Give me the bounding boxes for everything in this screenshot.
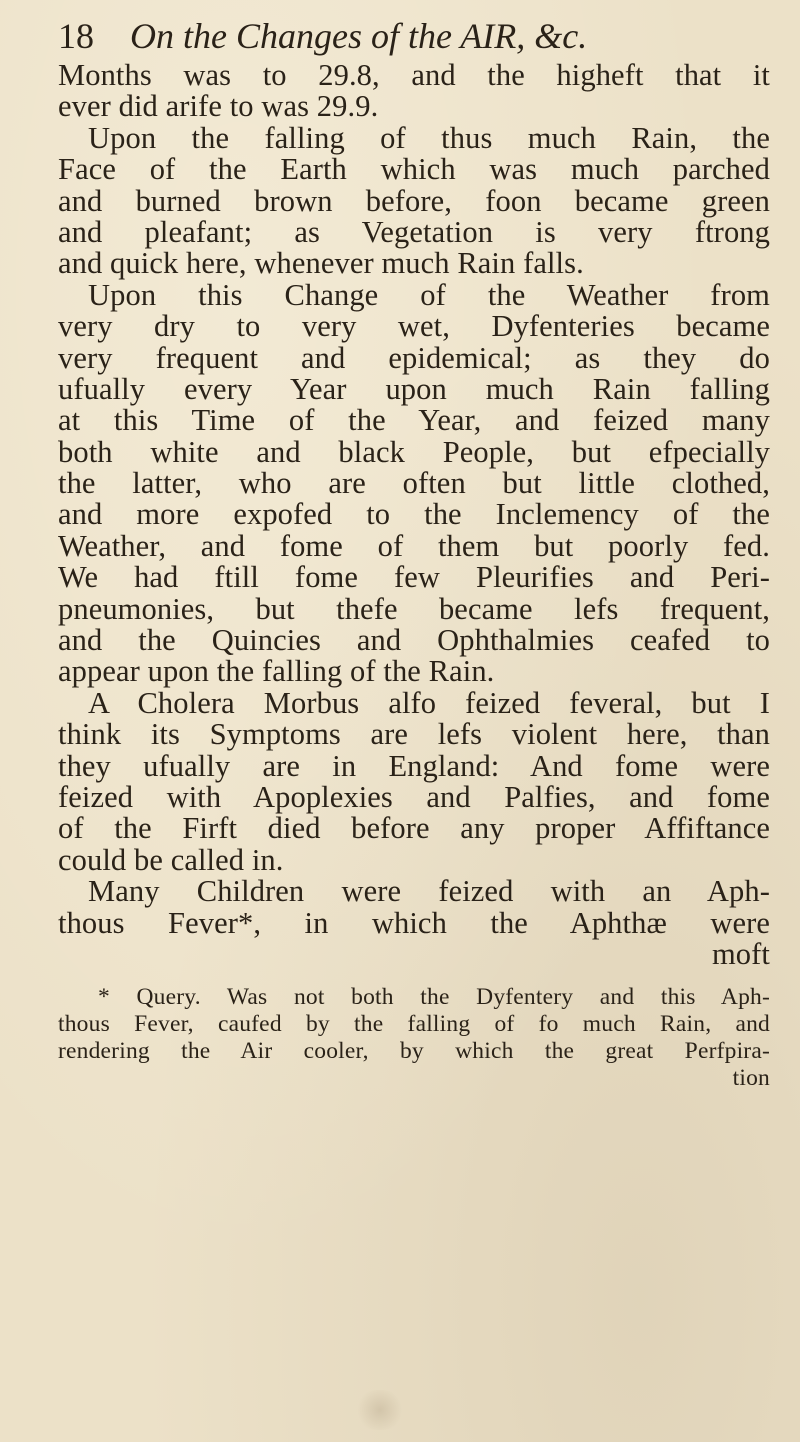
text-line: and quick here, whenever much Rain falls. xyxy=(58,246,584,281)
text-line: Upon the falling of thus much Rain, the xyxy=(88,120,770,155)
text-line: Many Children were feized with an Aph- xyxy=(88,874,770,909)
text-line: both white and black People, but efpecially xyxy=(58,434,770,469)
text-line: appear upon the falling of the Rain. xyxy=(58,654,495,689)
text-line: the latter, who are often but little clothed, xyxy=(58,466,770,501)
text-line: pneumonies, but thefe became lefs frequent, xyxy=(58,591,770,626)
text-line: could be called in. xyxy=(58,842,284,877)
text-line: Upon this Change of the Weather from xyxy=(88,277,770,312)
text-line: thous Fever*, in which the Aphthæ were xyxy=(58,905,770,940)
text-line: We had ftill fome few Pleurifies and Peri- xyxy=(58,560,770,595)
body-text xyxy=(58,60,770,970)
text-line: of the Firft died before any proper Affiftance xyxy=(58,811,770,846)
catchword: moft xyxy=(711,936,770,971)
paper-stain xyxy=(355,1390,405,1430)
text-line: and the Quincies and Ophthalmies ceafed to xyxy=(58,623,770,658)
footnote-line: * Query. Was not both the Dyfentery and this Aph- xyxy=(98,984,770,1010)
text-line: and more expofed to the Inclemency of the xyxy=(58,497,770,532)
text-line: ufually every Year upon much Rain falling xyxy=(58,371,770,406)
text-line: and pleafant; as Vegetation is very ftrong xyxy=(58,214,770,249)
text-line: very dry to very wet, Dyfenteries became xyxy=(58,309,770,344)
text-line: Months was to 29.8, and the higheft that it xyxy=(58,58,770,92)
text-line: Weather, and fome of them but poorly fed. xyxy=(58,528,770,563)
running-title: On the Changes of the AIR, &c. xyxy=(130,16,588,56)
text-line: ever did arife to was 29.9. xyxy=(58,89,379,124)
footnote-catchword: tion xyxy=(732,1065,770,1091)
text-line: Face of the Earth which was much parched xyxy=(58,152,770,187)
text-line: A Cholera Morbus alfo feized feveral, but I xyxy=(88,685,770,720)
text-line: they ufually are in England: And fome were xyxy=(58,748,770,783)
running-head xyxy=(58,14,758,58)
text-line: think its Symptoms are lefs violent here, than xyxy=(58,717,770,752)
text-line: and burned brown before, foon became green xyxy=(58,183,770,218)
footnote-line: thous Fever, caufed by the falling of fo much Rain, and xyxy=(58,1011,770,1037)
footnote-line: rendering the Air cooler, by which the great Perfpira- xyxy=(58,1038,770,1064)
text-line: feized with Apoplexies and Palfies, and fome xyxy=(58,779,770,814)
text-line: very frequent and epidemical; as they do xyxy=(58,340,770,375)
page-number: 18 xyxy=(58,16,94,56)
footnote-block xyxy=(58,984,770,1092)
text-line: at this Time of the Year, and feized many xyxy=(58,403,770,438)
